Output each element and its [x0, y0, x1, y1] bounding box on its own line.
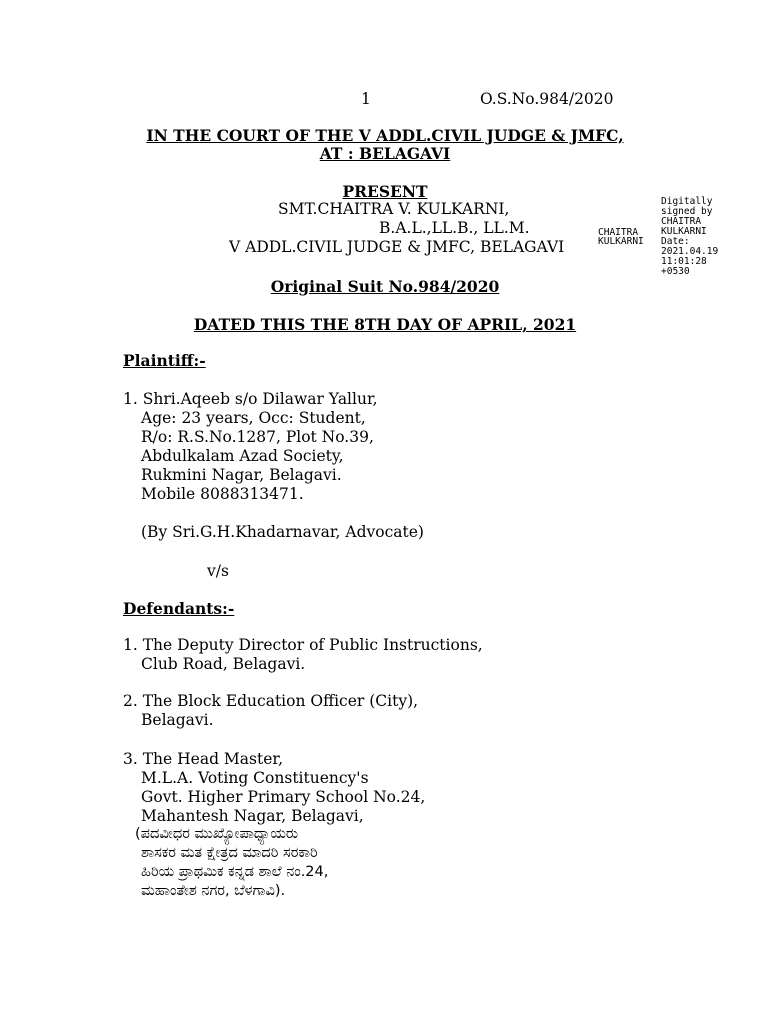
- defendant-2: [123, 692, 418, 730]
- signature-detail-line: signed by: [661, 206, 713, 217]
- plaintiff-details: [123, 390, 378, 504]
- defendant-3: [123, 750, 425, 826]
- defendant-line: Govt. Higher Primary School No.24,: [141, 788, 426, 806]
- signature-detail-line: CHAITRA: [661, 216, 702, 227]
- plaintiff-line: 1. Shri.Aqeeb s/o Dilawar Yallur,: [123, 390, 378, 408]
- defendant-line: Club Road, Belagavi.: [141, 655, 306, 673]
- suit-title: Original Suit No.984/2020: [270, 277, 500, 296]
- dated-line: DATED THIS THE 8TH DAY OF APRIL, 2021: [193, 315, 577, 334]
- plaintiff-heading: Plaintiff:-: [123, 351, 206, 370]
- judge-qualifications: B.A.L.,LL.B., LL.M.: [379, 219, 530, 237]
- defendant-line: Mahantesh Nagar, Belagavi,: [141, 807, 364, 825]
- plaintiff-line: Mobile 8088313471.: [141, 485, 304, 503]
- plaintiff-line: Abdulkalam Azad Society,: [141, 447, 344, 465]
- signature-detail-line: +0530: [661, 266, 690, 277]
- court-title-line2: AT : BELAGAVI: [319, 144, 451, 163]
- kannada-line: (ಪದವೀಧರ ಮುಖ್ಯೋಪಾಧ್ಯಾಯರು: [135, 826, 299, 842]
- present-heading: PRESENT: [342, 182, 428, 201]
- signature-name-line1: CHAITRA: [598, 227, 639, 238]
- versus: v/s: [207, 562, 229, 580]
- defendant-line: 3. The Head Master,: [123, 750, 284, 768]
- defendant-line: M.L.A. Voting Constituency's: [141, 769, 369, 787]
- defendants-heading: Defendants:-: [123, 599, 235, 618]
- court-title-line1: IN THE COURT OF THE V ADDL.CIVIL JUDGE & JMFC,: [146, 126, 624, 145]
- kannada-line: ಶಾಸಕರ ಮತ ಕ್ಷೇತ್ರದ ಮಾದರಿ ಸರಕಾರಿ: [141, 845, 318, 861]
- signature-detail-line: KULKARNI: [661, 226, 707, 237]
- kannada-line: ಮಹಾಂತೇಶ ನಗರ, ಬೆಳಗಾವಿ).: [141, 883, 286, 899]
- signature-detail-line: Date:: [661, 236, 690, 247]
- signature-detail-line: 2021.04.19: [661, 246, 719, 257]
- signature-details: [661, 197, 718, 277]
- plaintiff-line: Rukmini Nagar, Belagavi.: [141, 466, 342, 484]
- defendant-3-kannada: [135, 826, 328, 902]
- plaintiff-advocate: (By Sri.G.H.Khadarnavar, Advocate): [141, 523, 424, 541]
- defendant-1: [123, 636, 483, 674]
- signature-name-line2: KULKARNI: [598, 236, 644, 247]
- judge-designation: V ADDL.CIVIL JUDGE & JMFC, BELAGAVI: [229, 238, 565, 256]
- judge-name: SMT.CHAITRA V. KULKARNI,: [278, 200, 510, 218]
- plaintiff-line: R/o: R.S.No.1287, Plot No.39,: [141, 428, 374, 446]
- defendant-line: 1. The Deputy Director of Public Instructions,: [123, 636, 483, 654]
- signature-detail-line: Digitally: [661, 196, 713, 207]
- defendant-line: Belagavi.: [141, 711, 214, 729]
- kannada-line: ಹಿರಿಯ ಪ್ರಾಥಮಿಕ ಕನ್ನಡ ಶಾಲೆ ನಂ.24,: [141, 864, 329, 880]
- defendant-line: 2. The Block Education Officer (City),: [123, 692, 419, 710]
- plaintiff-line: Age: 23 years, Occ: Student,: [141, 409, 366, 427]
- case-reference: O.S.No.984/2020: [480, 90, 614, 108]
- signature-detail-line: 11:01:28: [661, 256, 707, 267]
- page-number: 1: [361, 90, 371, 108]
